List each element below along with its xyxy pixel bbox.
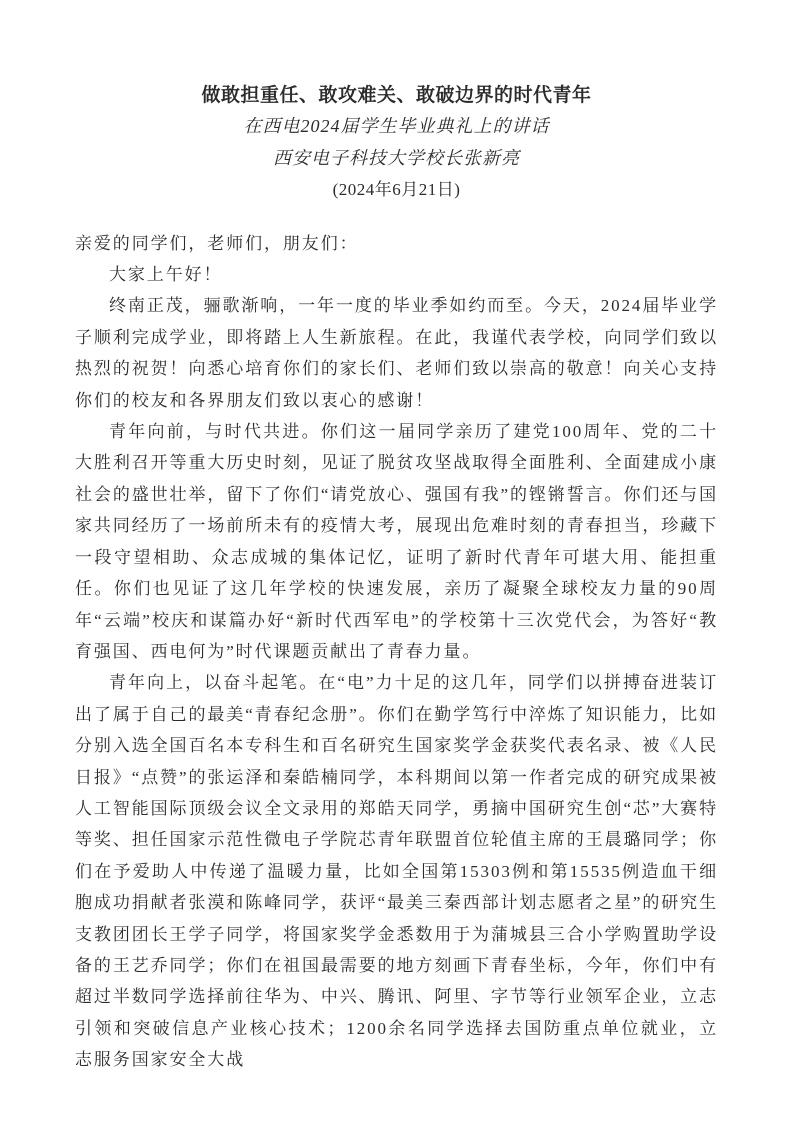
- paragraph-greeting: 大家上午好！: [109, 265, 223, 285]
- paragraph-youth-forward: 青年向前，与时代共进。你们这一届同学亲历了建党100周年、党的二十大胜利召开等重大历史时刻，见证了脱贫攻坚战取得全面胜利、全面建成小康社会的盛世壮举，留下了你们“请党放心、强国有我”的铿锵誓言。你们还与国家共同经历了一场前所未有的疫情大考，展现出危难时刻的青春担当，珍藏下一段守望相助、众志成城的集体记忆，证明了新时代青年可堪大用、能担重任。你们也见证了这几年学校的快速发展，亲历了凝聚全球校友力量的90周年“云端”校庆和谋篇办好“新时代西军电”的学校第十三次党代会，为答好“教育强国、西电何为”时代课题贡献出了青春力量。: [75, 422, 718, 661]
- document-subtitle: 在西电2024届学生毕业典礼上的讲话: [243, 116, 550, 137]
- document-title: 做敢担重任、敢攻难关、敢破边界的时代青年: [201, 85, 592, 106]
- paragraph-youth-upward: 青年向上，以奋斗起笔。在“电”力十足的这几年，同学们以拼搏奋进装订出了属于自己的最美“青春纪念册”。你们在勤学笃行中淬炼了知识能力，比如分别入选全国百名本专科生和百名研究生国家奖学金获奖代表名录、被《人民日报》“点赞”的张运泽和秦皓楠同学，本科期间以第一作者完成的研究成果被人工智能国际顶级会议全文录用的郑皓天同学，勇摘中国研究生创“芯”大赛特等奖、担任国家示范性微电子学院芯青年联盟首位轮值主席的王晨璐同学；你们在予爱助人中传递了温暖力量，比如全国第15303例和第15535例造血干细胞成功捐献者张漠和陈峰同学，获评“最美三秦西部计划志愿者之星”的研究生支教团团长王学子同学，将国家奖学金悉数用于为蒲城县三合小学购置助学设备的王艺乔同学；你们在祖国最需要的地方刻画下青春坐标，今年，你们中有超过半数同学选择前往华为、中兴、腾讯、阿里、字节等行业领军企业，立志引领和突破信息产业核心技术；1200余名同学选择去国防重点单位就业，立志服务国家安全大战: [75, 673, 718, 1070]
- paragraph-salutation: 亲爱的同学们，老师们，朋友们：: [75, 233, 359, 253]
- paragraph-opening: 终南正茂，骊歌渐响，一年一度的毕业季如约而至。今天，2024届毕业学子顺利完成学业，即将踏上人生新旅程。在此，我谨代表学校，向同学们致以热烈的祝贺！向悉心培育你们的家长们、老师们致以崇高的敬意！向关心支持你们的校友和各界朋友们致以衷心的感谢！: [75, 296, 718, 410]
- document-date: (2024年6月21日): [332, 180, 461, 200]
- document-body: [75, 228, 718, 1076]
- document-author: 西安电子科技大学校长张新亮: [273, 147, 520, 168]
